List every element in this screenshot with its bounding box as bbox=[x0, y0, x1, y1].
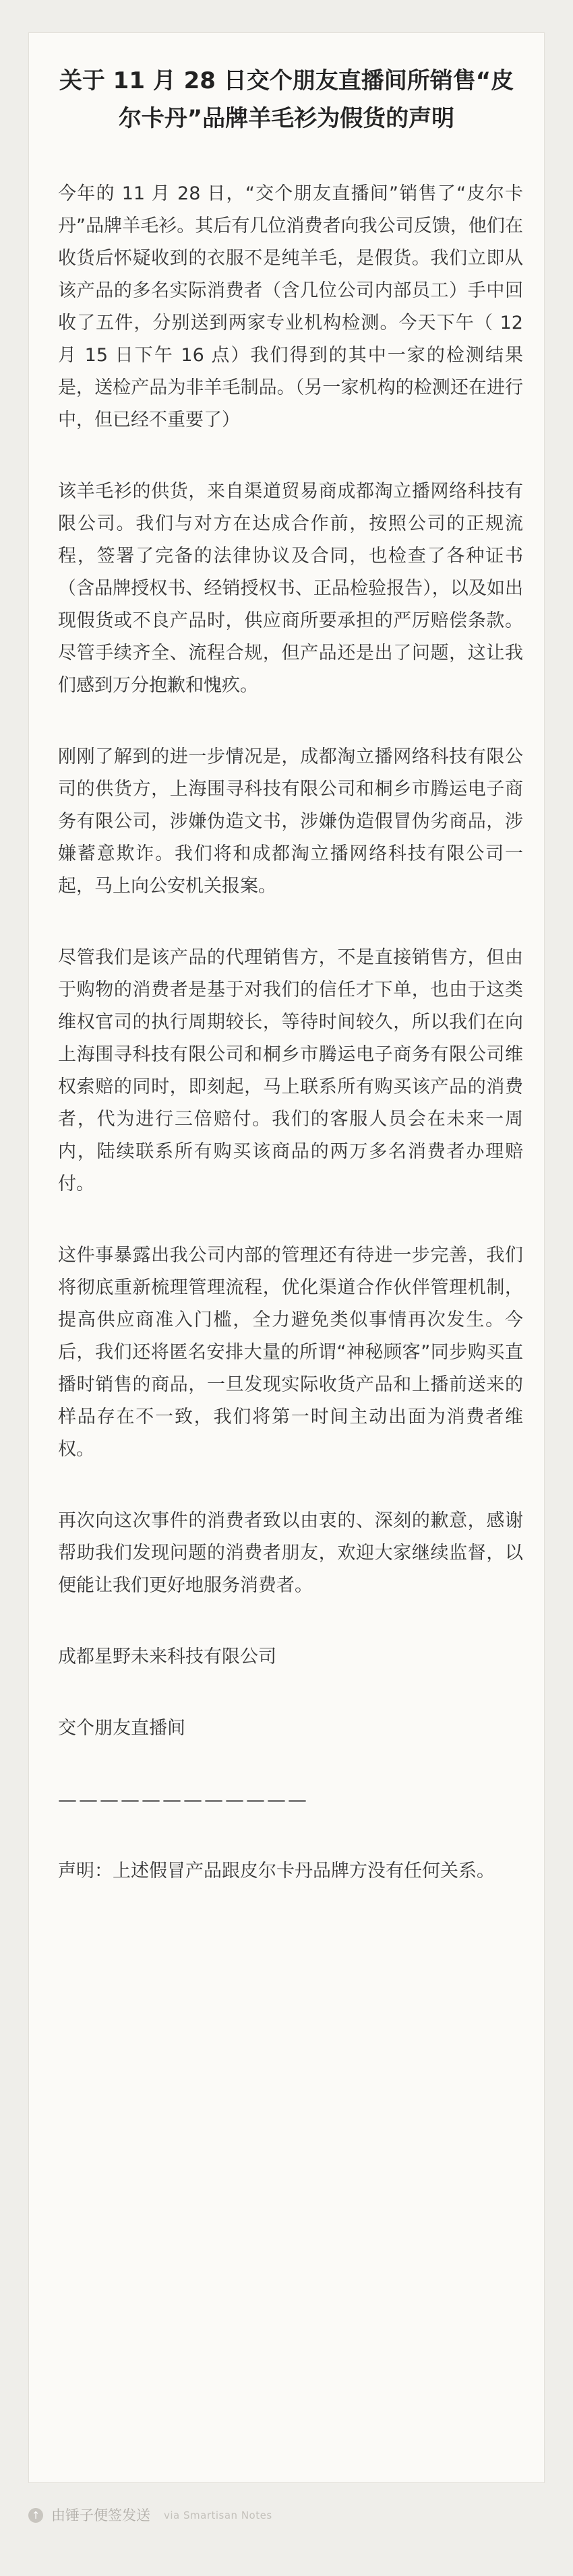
body-paragraph-3: 刚刚了解到的进一步情况是，成都淘立播网络科技有限公司的供货方，上海围寻科技有限公司和桐乡市腾运电子商务有限公司，涉嫌伪造文书，涉嫌伪造假冒伪劣商品，涉嫌蓄意欺诈。我们将和成都淘立播网络科技有限公司一起，马上向公安机关报案。 bbox=[58, 746, 523, 897]
smartisan-notes-label: via Smartisan Notes bbox=[164, 2509, 272, 2521]
brand-disclaimer: 声明：上述假冒产品跟皮尔卡丹品牌方没有任何关系。 bbox=[58, 1861, 495, 1881]
footer-content bbox=[28, 2507, 272, 2524]
notes-app-icon: ↑ bbox=[28, 2508, 43, 2523]
body-paragraph-1: 今年的 11 月 28 日，“交个朋友直播间”销售了“皮尔卡丹”品牌羊毛衫。其后有几位消费者向我公司反馈，他们在收货后怀疑收到的衣服不是纯羊毛，是假货。我们立即从该产品的多名实际消费者（含几位公司内部员工）手中回收了五件，分别送到两家专业机构检测。今天下午（ 12 月 15 日下午 16 点）我们得到的其中一家的检测结果是，送检产品为非羊毛制品。（另一家机构的检测还在进行中，但已经不重要了） bbox=[58, 183, 523, 430]
sent-via-label: 由锤子便签发送 bbox=[51, 2507, 150, 2523]
body-paragraph-4: 尽管我们是该产品的代理销售方，不是直接销售方，但由于购物的消费者是基于对我们的信任才下单，也由于这类维权官司的执行周期较长，等待时间较久，所以我们在向上海围寻科技有限公司和桐乡市腾运电子商务有限公司维权索赔的同时，即刻起，马上联系所有购买该产品的消费者，代为进行三倍赔付。我们的客服人员会在未来一周内，陆续联系所有购买该商品的两万多名消费者办理赔付。 bbox=[58, 947, 523, 1194]
channel-name: 交个朋友直播间 bbox=[58, 1718, 185, 1739]
statement-body bbox=[58, 178, 523, 1927]
statement-title: 关于 11 月 28 日交个朋友直播间所销售“皮尔卡丹”品牌羊毛衫为假货的声明 bbox=[59, 67, 514, 132]
separator-line: ———————————— bbox=[58, 1789, 309, 1811]
body-paragraph-6: 再次向这次事件的消费者致以由衷的、深刻的歉意，感谢帮助我们发现问题的消费者朋友，欢迎大家继续监督，以便能让我们更好地服务消费者。 bbox=[58, 1510, 523, 1596]
body-paragraph-2: 该羊毛衫的供货，来自渠道贸易商成都淘立播网络科技有限公司。我们与对方在达成合作前，按照公司的正规流程，签署了完备的法律协议及合同，也检查了各种证书（含品牌授权书、经销授权书、正品检验报告），以及如出现假货或不良产品时，供应商所要承担的严厉赔偿条款。尽管手续齐全、流程合规，但产品还是出了问题，这让我们感到万分抱歉和愧疚。 bbox=[58, 481, 523, 696]
note-footer bbox=[28, 2484, 545, 2548]
body-paragraph-5: 这件事暴露出我公司内部的管理还有待进一步完善，我们将彻底重新梳理管理流程，优化渠道合作伙伴管理机制，提高供应商准入门槛，全力避免类似事情再次发生。今后，我们还将匿名安排大量的所谓“神秘顾客”同步购买直播时销售的商品，一旦发现实际收货产品和上播前送来的样品存在不一致，我们将第一时间主动出面为消费者维权。 bbox=[58, 1245, 523, 1460]
company-name: 成都星野未来科技有限公司 bbox=[58, 1646, 276, 1667]
